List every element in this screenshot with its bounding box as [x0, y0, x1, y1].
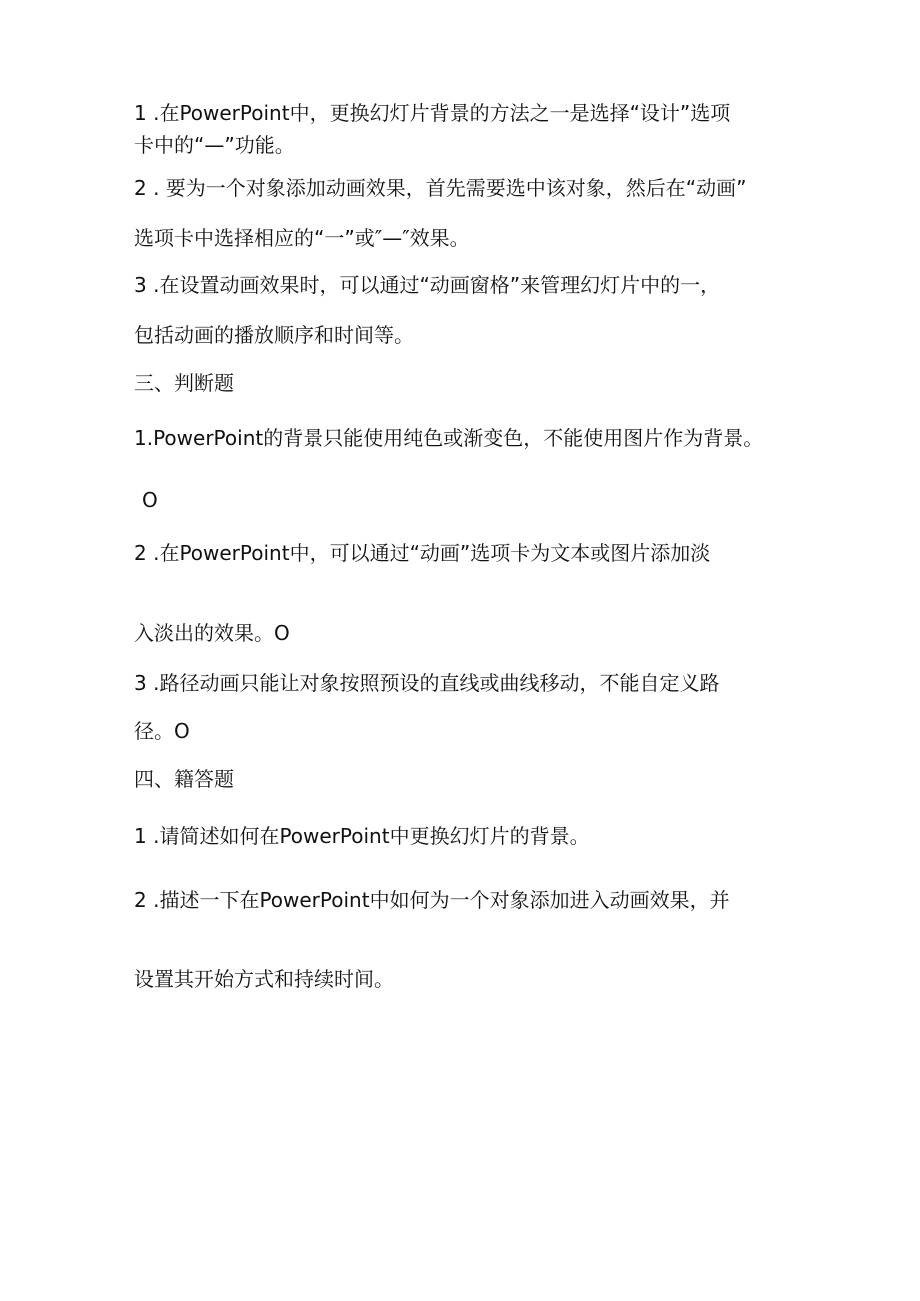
sa-q1-line1: 1 .请简述如何在PowerPoint中更换幻灯片的背景。: [134, 824, 590, 848]
tf-q1-line1: 1.PowerPoint的背景只能使用纯色或渐变色，不能使用图片作为背景。: [134, 426, 764, 450]
tf-q1-answer-mark: O: [142, 488, 158, 512]
fill-q1-line2: 卡中的“—”功能。: [134, 133, 295, 157]
fill-q3-line2: 包括动画的播放顺序和时间等。: [134, 323, 414, 347]
tf-q2-line2: 入淡出的效果。O: [134, 621, 290, 645]
tf-q3-line2: 径。O: [134, 719, 190, 743]
fill-q1-line1: 1 .在PowerPoint中，更换幻灯片背景的方法之一是选择“设计”选项: [134, 101, 731, 125]
fill-q2-line1: 2 . 要为一个对象添加动画效果，首先需要选中该对象，然后在“动画”: [134, 176, 747, 200]
section-heading-short-answer: 四、籍答题: [134, 767, 234, 791]
sa-q2-line1: 2 .描述一下在PowerPoint中如何为一个对象添加进入动画效果，并: [134, 888, 730, 912]
section-heading-true-false: 三、判断题: [134, 371, 234, 395]
tf-q2-line1: 2 .在PowerPoint中，可以通过“动画”选项卡为文本或图片添加淡: [134, 541, 711, 565]
fill-q3-line1: 3 .在设置动画效果时，可以通过“动画窗格”来管理幻灯片中的一，: [134, 273, 721, 297]
fill-q2-line2: 选项卡中选择相应的“一”或″—″效果。: [134, 226, 470, 250]
tf-q3-line1: 3 .路径动画只能让对象按照预设的直线或曲线移动，不能自定义路: [134, 671, 720, 695]
sa-q2-line2: 设置其开始方式和持续时间。: [134, 967, 394, 991]
